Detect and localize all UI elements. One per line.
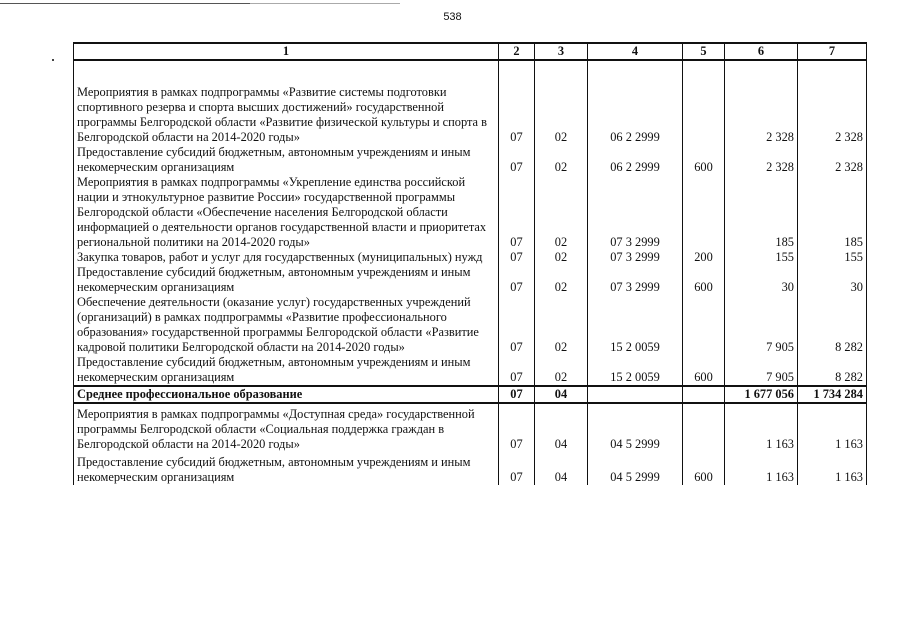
- row-amount-col7-cell: 1 734 284: [798, 386, 867, 403]
- row-amount-col7-cell: 185: [798, 175, 867, 250]
- row-expense-type-cell: [683, 60, 725, 145]
- header-col-6: 6: [725, 43, 798, 60]
- row-amount-col6-cell: 155: [725, 250, 798, 265]
- row-subsection-cell: 04: [535, 452, 588, 485]
- row-section-cell: 07: [499, 265, 535, 295]
- row-amount-col7-cell: 2 328: [798, 145, 867, 175]
- row-section-cell: 07: [499, 452, 535, 485]
- row-expense-type-cell: [683, 295, 725, 355]
- row-amount-col6-cell: 7 905: [725, 355, 798, 386]
- scan-edge-line-faint: [250, 3, 400, 4]
- header-col-4: 4: [588, 43, 683, 60]
- row-section-cell: 07: [499, 355, 535, 386]
- row-section-cell: 07: [499, 145, 535, 175]
- section-total-row: [74, 386, 867, 403]
- row-amount-col6-cell: 185: [725, 175, 798, 250]
- row-subsection-cell: 02: [535, 355, 588, 386]
- row-expense-type-cell: 600: [683, 145, 725, 175]
- header-col-7: 7: [798, 43, 867, 60]
- row-amount-col7-cell: 30: [798, 265, 867, 295]
- row-subsection-cell: 02: [535, 295, 588, 355]
- column-number-header: [74, 43, 867, 60]
- header-col-3: 3: [535, 43, 588, 60]
- row-name-cell: Закупка товаров, работ и услуг для государственных (муниципальных) нужд: [74, 250, 499, 265]
- row-subsection-cell: 02: [535, 265, 588, 295]
- table-row: [74, 265, 867, 295]
- row-amount-col7-cell: 2 328: [798, 60, 867, 145]
- row-section-cell: 07: [499, 60, 535, 145]
- row-name-cell: Мероприятия в рамках подпрограммы «Развитие системы подготовки спортивного резерва и спорта высших достижений» государственной программы Белгородской области «Развитие физической культуры и спорта в Белгородской области на 2014-2020 годы»: [74, 60, 499, 145]
- budget-table: [73, 42, 867, 485]
- row-subsection-cell: 02: [535, 145, 588, 175]
- row-target-article-cell: 07 3 2999: [588, 175, 683, 250]
- row-expense-type-cell: [683, 386, 725, 403]
- row-amount-col6-cell: 2 328: [725, 145, 798, 175]
- row-name-cell: Предоставление субсидий бюджетным, автономным учреждениям и иным некомерческим организациям: [74, 355, 499, 386]
- row-expense-type-cell: 600: [683, 265, 725, 295]
- table-row: [74, 452, 867, 485]
- row-target-article-cell: 15 2 0059: [588, 355, 683, 386]
- row-target-article-cell: 04 5 2999: [588, 403, 683, 452]
- row-amount-col6-cell: 1 677 056: [725, 386, 798, 403]
- row-section-cell: 07: [499, 386, 535, 403]
- header-col-5: 5: [683, 43, 725, 60]
- row-amount-col6-cell: 1 163: [725, 452, 798, 485]
- row-target-article-cell: 06 2 2999: [588, 60, 683, 145]
- table-row: [74, 403, 867, 452]
- row-section-cell: 07: [499, 175, 535, 250]
- row-amount-col6-cell: 30: [725, 265, 798, 295]
- row-section-cell: 07: [499, 295, 535, 355]
- table-row: [74, 295, 867, 355]
- scan-edge-line: [0, 3, 250, 4]
- row-section-cell: 07: [499, 250, 535, 265]
- row-subsection-cell: 02: [535, 175, 588, 250]
- row-subsection-cell: 02: [535, 60, 588, 145]
- row-name-cell: Мероприятия в рамках подпрограммы «Укрепление единства российской нации и этнокультурное развитие России» государственной программы Белгородской области «Обеспечение населения Белгородской области информацией о деятельности органов государственной власти и приоритетах региональной политики на 2014-2020 годы»: [74, 175, 499, 250]
- row-subsection-cell: 04: [535, 403, 588, 452]
- row-name-cell: Обеспечение деятельности (оказание услуг) государственных учреждений (организаций) в рамках подпрограммы «Развитие профессионального образования» государственной программы Белгородской области «Развитие кадровой политики Белгородской области на 2014-2020 годы»: [74, 295, 499, 355]
- table-row: [74, 145, 867, 175]
- row-amount-col7-cell: 1 163: [798, 403, 867, 452]
- row-section-cell: 07: [499, 403, 535, 452]
- row-expense-type-cell: [683, 175, 725, 250]
- row-name-cell: Среднее профессиональное образование: [74, 386, 499, 403]
- row-target-article-cell: 07 3 2999: [588, 265, 683, 295]
- row-name-cell: Предоставление субсидий бюджетным, автономным учреждениям и иным некомерческим организациям: [74, 265, 499, 295]
- row-target-article-cell: 15 2 0059: [588, 295, 683, 355]
- row-amount-col7-cell: 8 282: [798, 295, 867, 355]
- row-amount-col7-cell: 1 163: [798, 452, 867, 485]
- row-target-article-cell: 04 5 2999: [588, 452, 683, 485]
- row-name-cell: Предоставление субсидий бюджетным, автономным учреждениям и иным некомерческим организациям: [74, 145, 499, 175]
- row-expense-type-cell: 200: [683, 250, 725, 265]
- table-row: [74, 175, 867, 250]
- scan-speck: [52, 59, 54, 61]
- row-subsection-cell: 02: [535, 250, 588, 265]
- row-amount-col7-cell: 8 282: [798, 355, 867, 386]
- row-expense-type-cell: [683, 403, 725, 452]
- row-amount-col6-cell: 1 163: [725, 403, 798, 452]
- table-row: [74, 60, 867, 145]
- row-amount-col6-cell: 7 905: [725, 295, 798, 355]
- row-expense-type-cell: 600: [683, 355, 725, 386]
- row-name-cell: Предоставление субсидий бюджетным, автономным учреждениям и иным некомерческим организациям: [74, 452, 499, 485]
- row-name-cell: Мероприятия в рамках подпрограммы «Доступная среда» государственной программы Белгородской области «Социальная поддержка граждан в Белгородской области на 2014-2020 годы»: [74, 403, 499, 452]
- row-amount-col7-cell: 155: [798, 250, 867, 265]
- header-col-1: 1: [74, 43, 499, 60]
- table-body: [74, 60, 867, 485]
- row-target-article-cell: 07 3 2999: [588, 250, 683, 265]
- table-row: [74, 355, 867, 386]
- row-amount-col6-cell: 2 328: [725, 60, 798, 145]
- table-row: [74, 250, 867, 265]
- row-expense-type-cell: 600: [683, 452, 725, 485]
- row-target-article-cell: 06 2 2999: [588, 145, 683, 175]
- page-number: 538: [443, 11, 462, 23]
- row-subsection-cell: 04: [535, 386, 588, 403]
- row-target-article-cell: [588, 386, 683, 403]
- header-col-2: 2: [499, 43, 535, 60]
